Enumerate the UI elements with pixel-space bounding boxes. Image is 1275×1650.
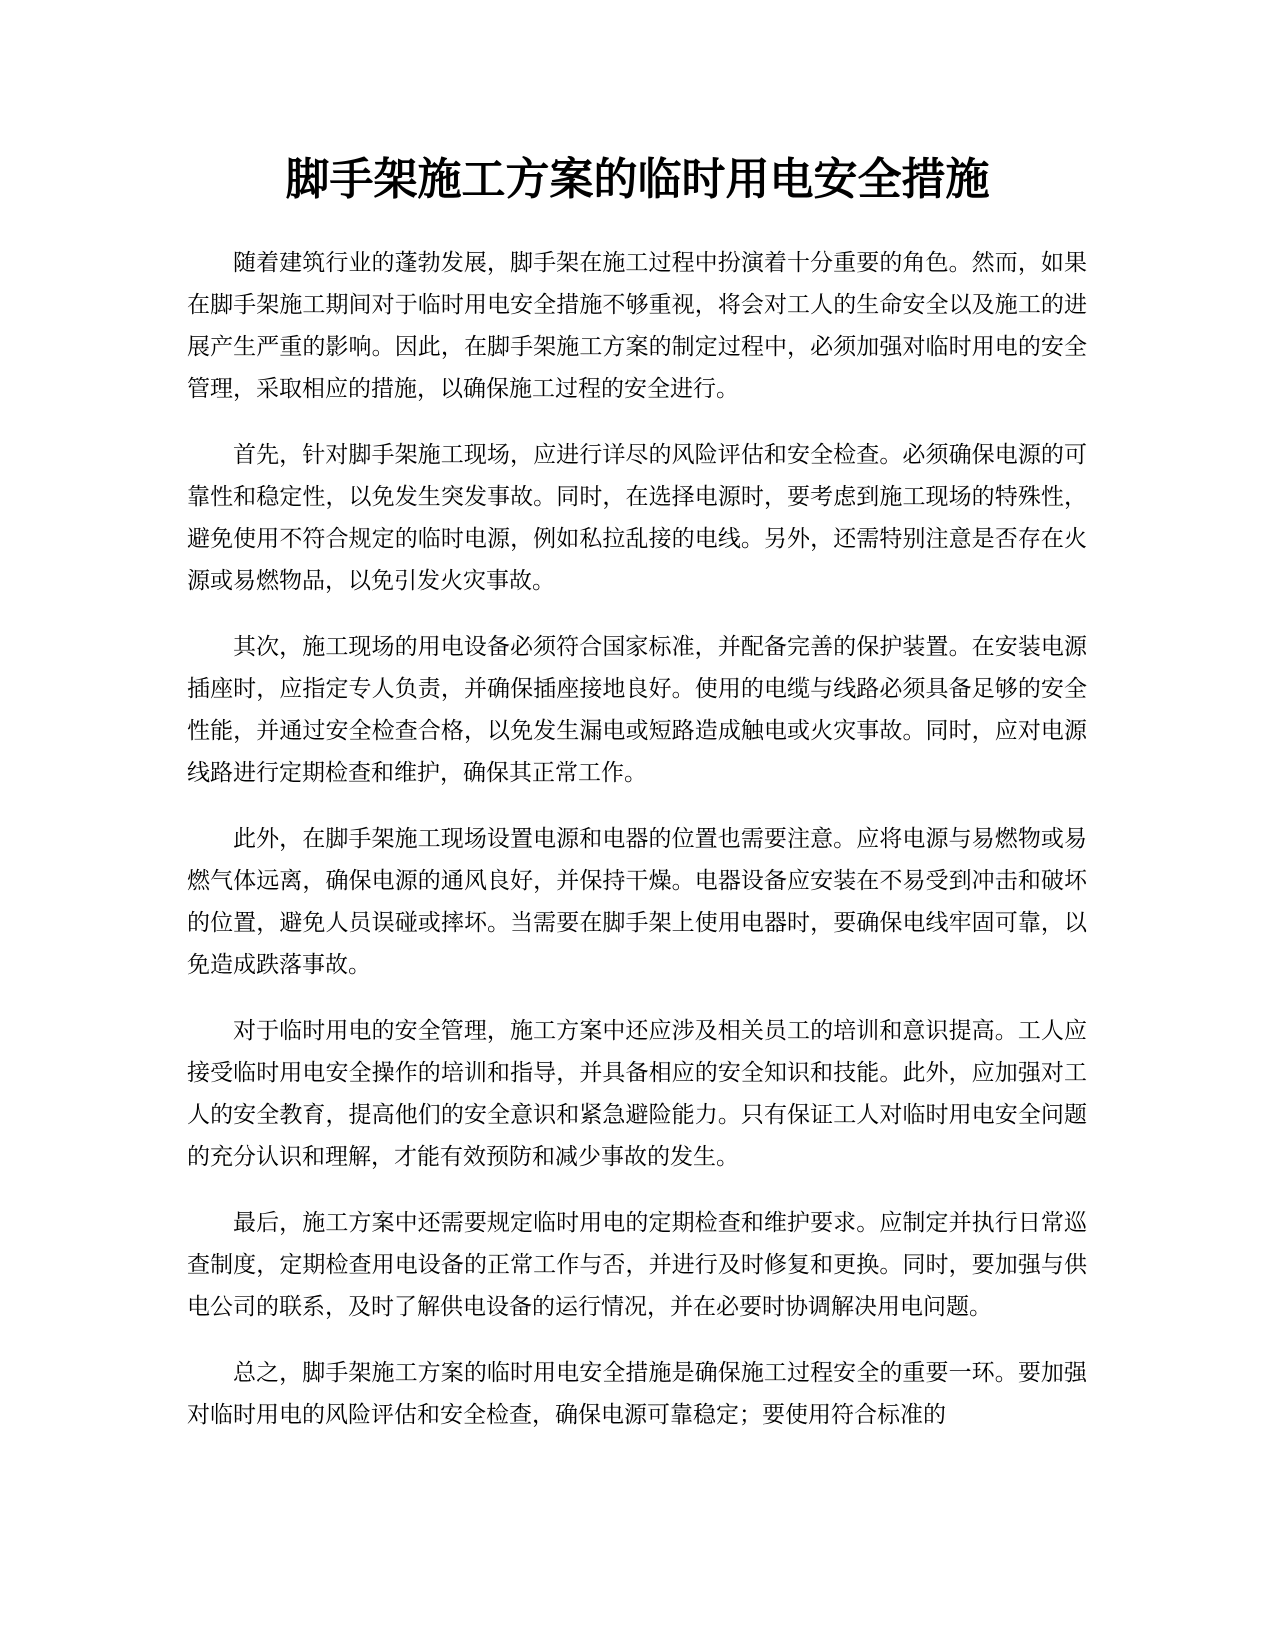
page-title: 脚手架施工方案的临时用电安全措施: [285, 154, 990, 205]
paragraph-2: 首先，针对脚手架施工现场，应进行详尽的风险评估和安全检查。必须确保电源的可靠性和稳定性，以免发生突发事故。同时，在选择电源时，要考虑到施工现场的特殊性，避免使用不符合规定的临时电源，例如私拉乱接的电线。另外，还需特别注意是否存在火源或易燃物品，以免引发火灾事故。: [187, 442, 1087, 594]
document-body: [187, 242, 1087, 1460]
paragraph-3: 其次，施工现场的用电设备必须符合国家标准，并配备完善的保护装置。在安装电源插座时，应指定专人负责，并确保插座接地良好。使用的电缆与线路必须具备足够的安全性能，并通过安全检查合格，以免发生漏电或短路造成触电或火灾事故。同时，应对电源线路进行定期检查和维护，确保其正常工作。: [187, 634, 1087, 786]
paragraph-1: 随着建筑行业的蓬勃发展，脚手架在施工过程中扮演着十分重要的角色。然而，如果在脚手架施工期间对于临时用电安全措施不够重视，将会对工人的生命安全以及施工的进展产生严重的影响。因此，在脚手架施工方案的制定过程中，必须加强对临时用电的安全管理，采取相应的措施，以确保施工过程的安全进行。: [187, 250, 1087, 402]
paragraph-7: 总之，脚手架施工方案的临时用电安全措施是确保施工过程安全的重要一环。要加强对临时用电的风险评估和安全检查，确保电源可靠稳定；要使用符合标准的: [187, 1360, 1087, 1428]
paragraph-5: 对于临时用电的安全管理，施工方案中还应涉及相关员工的培训和意识提高。工人应接受临时用电安全操作的培训和指导，并具备相应的安全知识和技能。此外，应加强对工人的安全教育，提高他们的安全意识和紧急避险能力。只有保证工人对临时用电安全问题的充分认识和理解，才能有效预防和减少事故的发生。: [187, 1018, 1087, 1170]
paragraph-6: 最后，施工方案中还需要规定临时用电的定期检查和维护要求。应制定并执行日常巡查制度，定期检查用电设备的正常工作与否，并进行及时修复和更换。同时，要加强与供电公司的联系，及时了解供电设备的运行情况，并在必要时协调解决用电问题。: [187, 1210, 1087, 1320]
paragraph-4: 此外，在脚手架施工现场设置电源和电器的位置也需要注意。应将电源与易燃物或易燃气体远离，确保电源的通风良好，并保持干燥。电器设备应安装在不易受到冲击和破坏的位置，避免人员误碰或摔坏。当需要在脚手架上使用电器时，要确保电线牢固可靠，以免造成跌落事故。: [187, 826, 1087, 978]
